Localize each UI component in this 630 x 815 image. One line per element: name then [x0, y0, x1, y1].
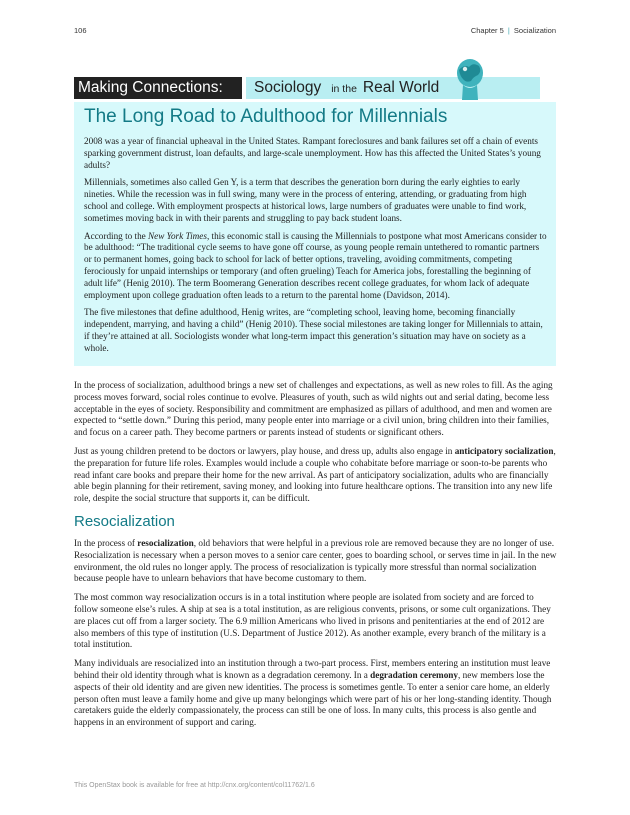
p5-intro: Many individuals are resocialized into an institution through a two-part process. First, members entering an institution must leave behind their old identity through what is known as a degradation ceremony. In a [74, 658, 551, 680]
globe-head-icon [454, 58, 486, 100]
main-content [74, 380, 558, 736]
p3-body-rest: , old behaviors that were helpful in a previous role are removed because they are no longer of use. Resocialization is necessary when a person moves to a senior care center, goes to boarding school, or serves time in jail. In the new environment, the old rules no longer apply. The process of resocialization is typically more stressful than normal socialization because people have to unlearn behaviors that have become customary to them. [74, 537, 557, 584]
feature-box [74, 102, 556, 366]
section-heading-resocialization: Resocialization [74, 512, 175, 530]
body-paragraph-5 [74, 658, 558, 729]
body-paragraph-1: In the process of socialization, adulthood brings a new set of challenges and expectations, as well as new roles to fill. As the aging process moves forward, social roles continue to evolve. Pleasures of youth, such as wild nights out and serial dating, become less acceptable in the eyes of society. Responsibility and commitment are emphasized as pillars of adulthood, and men and women are expected to “settle down.” During this period, many people enter into marriage or a civil union, bring children into their families, and focus on a career path. They become partners or parents instead of students or significant others. [74, 380, 553, 438]
page-footer: This OpenStax book is available for free at http://cnx.org/content/col11762/1.6 [74, 782, 315, 789]
feature-paragraph-2: Millennials, sometimes also called Gen Y, is a term that describes the generation born during the early eighties to early nineties. While the recession was in full swing, many were in the process of entering, attending, or graduating from high school and college. With employment prospects at historical lows, large numbers of graduates were unable to find work, sometimes moving back in with their parents and struggling to pay back student loans. [84, 177, 527, 223]
body-paragraph-4: The most common way resocialization occurs is in a total institution where people are isolated from society and are forced to follow someone else’s rules. A ship at sea is a total institution, as are religious convents, prisons, or some cult organizations. They are places cut off from a larger society. The 6.9 million Americans who lived in prisons and penitentiaries at the end of 2012 are also members of this type of institution (U.S. Department of Justice 2012). As another example, every branch of the military is a total institution. [74, 592, 551, 650]
p3-body-intro: In the process of [74, 537, 138, 548]
term-degradation-ceremony: degradation ceremony [370, 669, 459, 680]
running-header [471, 26, 556, 35]
p3-rest: , this economic stall is causing the Millennials to postpone what most Americans consider to be adulthood: “The traditional cycle seems to have gone off course, as young people remain untethered to romantic partners or to permanent homes, going back to school for lack of better options, traveling, avoiding commitments, competing ferociously for unpaid internships or temporary (and often grueling) Teach for America jobs, forestalling the beginning of adult life” (Henig 2010). The term Boomerang Generation describes recent college graduates, for whom lack of adequate employment upon college graduation often leads to a return to the parental home (Davidson, 2014). [84, 230, 547, 300]
p2-rest: , the preparation for future life roles. Examples would include a couple who cohabitate before marriage or soon-to-be parents who read infant care books and prepare their home for the new arrival. As part of anticipatory socialization, adults who are financially able begin planning for their retirement, saving money, and looking into future healthcare options. The transition into any new life role, despite the social structure that supports it, can be difficult. [74, 445, 556, 504]
chapter-label: Chapter 5 [470, 26, 504, 35]
p5-rest: , new members lose the aspects of their old identity and are given new identities. The process is sometimes gentle. To enter a senior care home, an elderly person often must leave a family home and give up many belongings which were part of his or her long-standing identity. Though caretakers guide the elderly compassionately, the process can still be one of loss. In many cults, this process is also gentle and happens in an environment of support and caring. [74, 669, 552, 728]
p2-intro: Just as young children pretend to be doctors or lawyers, play house, and dress up, adults also engage in [74, 445, 455, 456]
feature-paragraph-1: 2008 was a year of financial upheaval in the United States. Rampant foreclosures and bank failures set off a chain of events sparking government distrust, loan defaults, and large-scale unemployment. How has this affected the United States’s young adults? [84, 136, 541, 170]
body-paragraph-2 [74, 446, 558, 505]
newspaper-title: New York Times [148, 230, 207, 241]
feature-paragraph-4: The five milestones that define adulthood, Henig writes, are “completing school, leaving home, becoming financially independent, marrying, and having a child” (Henig 2010). These social milestones are taking longer for Millennials to attain, if they’re attained at all. Sociologists wonder what long-term impact this generation’s situation may have on society as a whole. [84, 307, 543, 353]
feature-context: Real World [362, 79, 440, 96]
page-number: 106 [74, 26, 87, 35]
body-paragraph-3 [74, 538, 558, 585]
feature-subject: Sociology [254, 79, 322, 96]
feature-connector: in the [331, 83, 357, 95]
feature-subtitle [246, 77, 540, 99]
p3-intro: According to the [84, 230, 149, 241]
feature-title: The Long Road to Adulthood for Millennials [84, 106, 448, 127]
section-label: Socialization [513, 26, 556, 35]
term-resocialization: resocialization [137, 537, 194, 548]
feature-label: Making Connections: [74, 77, 242, 99]
term-anticipatory-socialization: anticipatory socialization [454, 445, 554, 456]
feature-paragraph-3 [84, 231, 547, 302]
header-separator: | [507, 26, 510, 35]
